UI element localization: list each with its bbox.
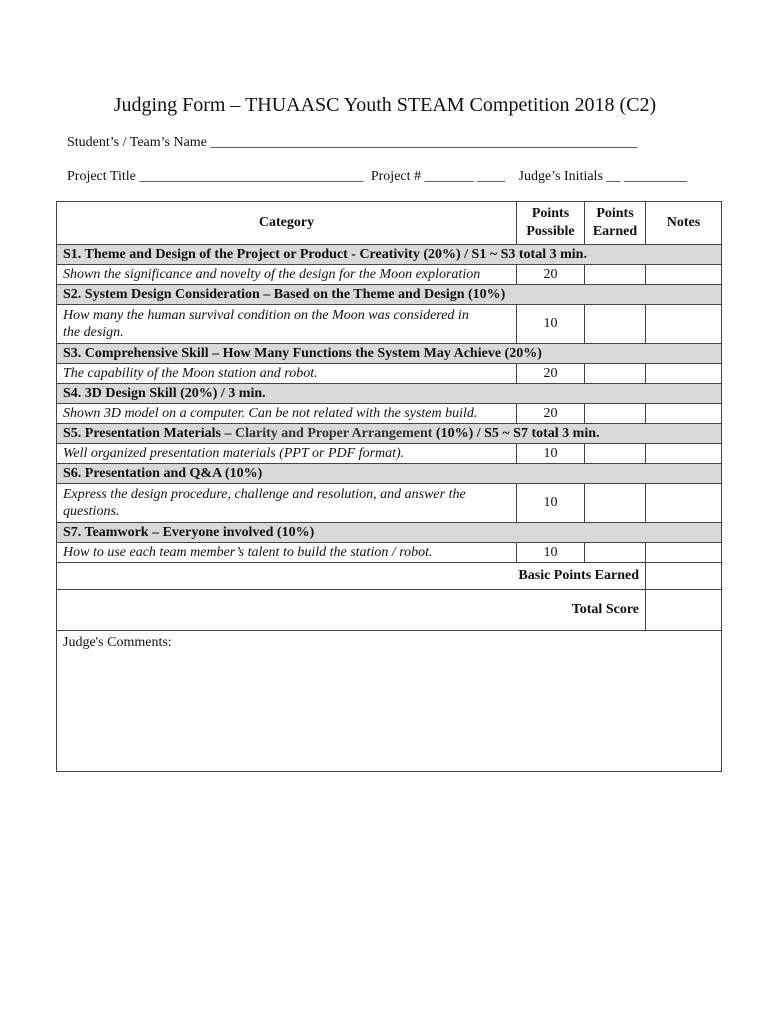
section-heading: S6. Presentation and Q&A (10%) (57, 464, 722, 484)
project-number-field[interactable]: Project # _______ ____ (370, 169, 506, 184)
notes-cell[interactable] (646, 404, 722, 424)
table-row (57, 543, 722, 563)
basic-points-row (57, 563, 722, 590)
points-earned-cell[interactable] (585, 484, 646, 523)
criterion-description: Express the design procedure, challenge and resolution, and answer the questions. (57, 484, 517, 523)
table-row (57, 484, 722, 523)
section-heading (57, 424, 722, 444)
table-row (57, 305, 722, 344)
section-row (57, 384, 722, 404)
criterion-description: Well organized presentation materials (PPT or PDF format). (57, 444, 517, 464)
comments-row (57, 631, 722, 772)
section-row (57, 245, 722, 265)
basic-points-label: Basic Points Earned (57, 563, 646, 590)
points-possible: 20 (517, 265, 585, 285)
notes-cell[interactable] (646, 444, 722, 464)
notes-cell[interactable] (646, 364, 722, 384)
header-notes: Notes (646, 202, 722, 245)
points-earned-cell[interactable] (585, 444, 646, 464)
criterion-description: Shown 3D model on a computer. Can be not related with the system build. (57, 404, 517, 424)
section-row (57, 344, 722, 364)
table-row (57, 265, 722, 285)
section-heading: S4. 3D Design Skill (20%) / 3 min. (57, 384, 722, 404)
section-heading-part: S5. Presentation Materials – (63, 426, 235, 441)
criterion-description: Shown the significance and novelty of the design for the Moon exploration (57, 265, 517, 285)
total-score-value-cell[interactable] (646, 590, 722, 631)
table-row (57, 444, 722, 464)
table-row (57, 364, 722, 384)
basic-points-value-cell[interactable] (646, 563, 722, 590)
points-earned-cell[interactable] (585, 543, 646, 563)
judge-comments-label: Judge's Comments: (63, 635, 172, 650)
points-earned-cell[interactable] (585, 404, 646, 424)
section-heading: S2. System Design Consideration – Based on the Theme and Design (10%) (57, 285, 722, 305)
total-score-label: Total Score (57, 590, 646, 631)
section-row (57, 285, 722, 305)
header-category: Category (57, 202, 517, 245)
notes-cell[interactable] (646, 484, 722, 523)
points-possible: 20 (517, 364, 585, 384)
points-possible: 20 (517, 404, 585, 424)
points-possible: 10 (517, 444, 585, 464)
points-earned-cell[interactable] (585, 265, 646, 285)
points-possible: 10 (517, 305, 585, 344)
judge-comments-field[interactable] (57, 631, 722, 772)
section-row (57, 523, 722, 543)
student-name-field[interactable]: Student’s / Team’s Name _____________________________________________________________ (67, 135, 638, 150)
table-row (57, 404, 722, 424)
project-info-line (67, 169, 687, 185)
points-possible: 10 (517, 484, 585, 523)
section-heading-highlight: Clarity and Proper Arrangement (235, 426, 433, 441)
header-points-possible: Points Possible (517, 202, 585, 245)
criterion-description: How to use each team member’s talent to build the station / robot. (57, 543, 517, 563)
criterion-description: How many the human survival condition on the Moon was considered in the design. (57, 305, 517, 344)
points-earned-cell[interactable] (585, 364, 646, 384)
section-row (57, 424, 722, 444)
section-heading: S1. Theme and Design of the Project or Product - Creativity (20%) / S1 ~ S3 total 3 min. (57, 245, 722, 265)
section-heading: S3. Comprehensive Skill – How Many Functions the System May Achieve (20%) (57, 344, 722, 364)
section-heading-part: (10%) / S5 ~ S7 total 3 min. (432, 426, 600, 441)
judge-initials-field[interactable]: Judge’s Initials __ _________ (518, 169, 687, 184)
total-score-row (57, 590, 722, 631)
table-header-row (57, 202, 722, 245)
header-points-earned: Points Earned (585, 202, 646, 245)
notes-cell[interactable] (646, 265, 722, 285)
section-heading: S7. Teamwork – Everyone involved (10%) (57, 523, 722, 543)
notes-cell[interactable] (646, 305, 722, 344)
section-row (57, 464, 722, 484)
points-earned-cell[interactable] (585, 305, 646, 344)
form-title: Judging Form – THUAASC Youth STEAM Competition 2018 (C2) (113, 94, 657, 116)
project-title-field[interactable]: Project Title ________________________________ (67, 169, 364, 184)
notes-cell[interactable] (646, 543, 722, 563)
criterion-description: The capability of the Moon station and robot. (57, 364, 517, 384)
points-possible: 10 (517, 543, 585, 563)
judging-table (56, 201, 722, 772)
